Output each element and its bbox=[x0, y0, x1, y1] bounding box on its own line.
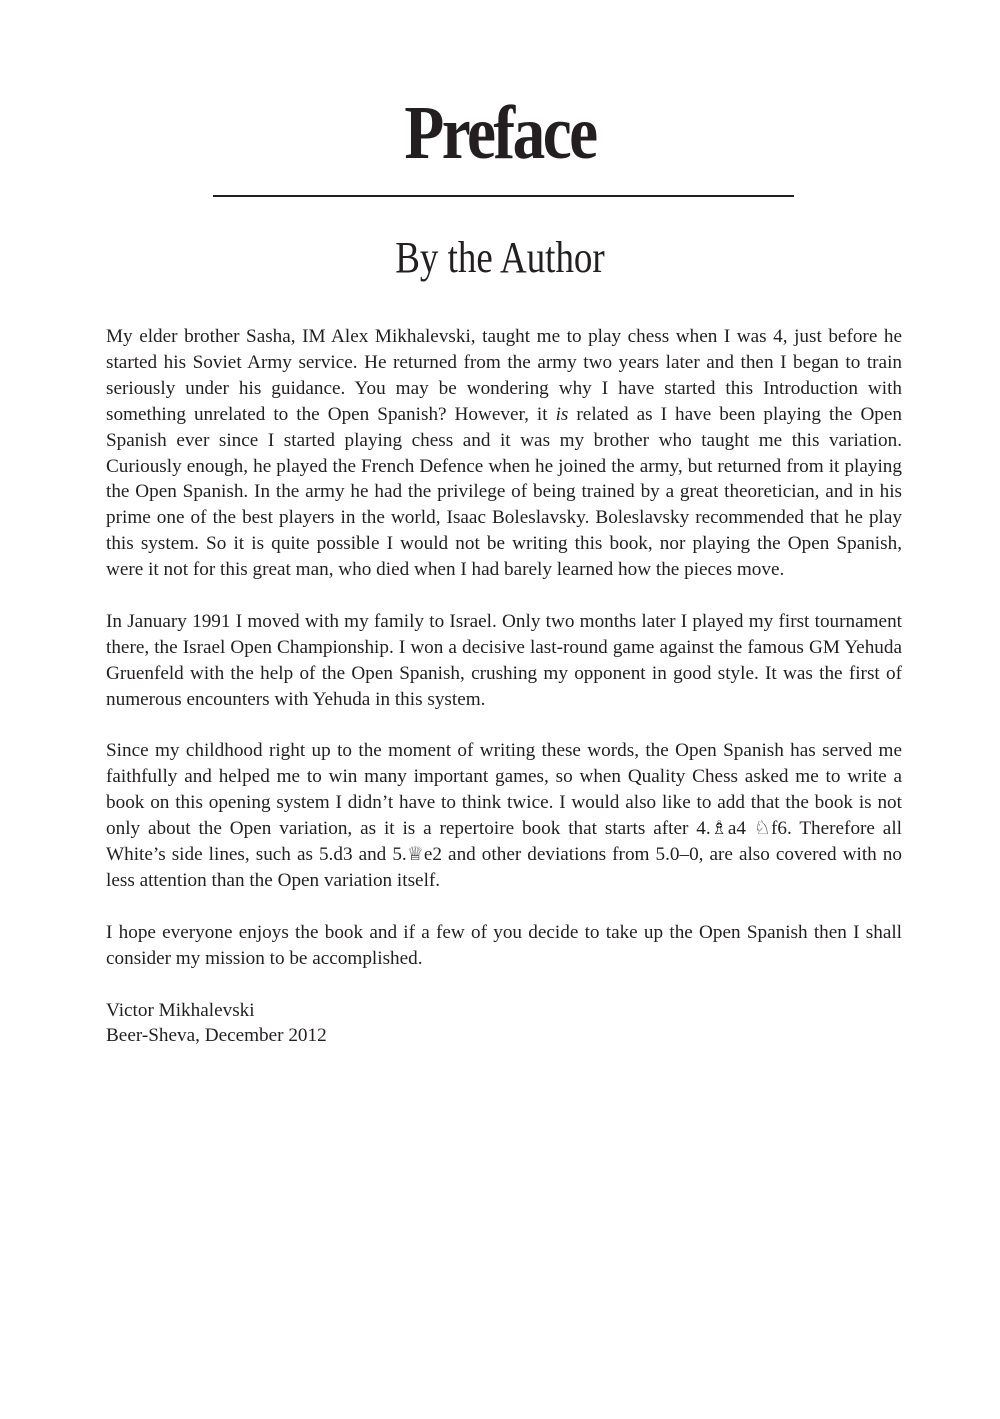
signature-block bbox=[106, 998, 902, 1050]
page-subtitle: By the Author bbox=[395, 233, 605, 282]
paragraph-1-emphasis: is bbox=[555, 403, 569, 425]
place-and-date: Beer-Sheva, December 2012 bbox=[106, 1025, 327, 1047]
paragraph-1-part-a: My elder brother Sasha, IM Alex Mikhalevski, taught me to play chess when I was 4, just before he started his Soviet Army service. He returned from the army two years later and then I began to train seriously under his guidance. You may be wondering why I have started this Introduction with something unrelated to the Open Spanish? However, it bbox=[106, 326, 902, 425]
author-name: Victor Mikhalevski bbox=[106, 999, 255, 1021]
paragraph-3: Since my childhood right up to the moment of writing these words, the Open Spanish has served me faithfully and helped me to win many important games, so when Quality Chess asked me to write a book on this opening system I didn’t have to think twice. I would also like to add that the book is not only about the Open variation, as it is a repertoire book that starts after 4.♗a4 ♘f6. Therefore all White’s side lines, such as 5.d3 and 5.♕e2 and other deviations from 5.0–0, are also covered with no less attention than the Open variation itself. bbox=[106, 740, 902, 891]
paragraph-1 bbox=[106, 324, 902, 583]
preface-body bbox=[106, 324, 902, 1049]
paragraph-1-part-b: related as I have been playing the Open Spanish ever since I started playing chess and it was my brother who taught me this variation. Curiously enough, he played the French Defence when he joined the army, but returned from it playing the Open Spanish. In the army he had the privilege of being trained by a great theoretician, and in his prime one of the best players in the world, Isaac Boleslavsky. Boleslavsky recommended that he play this system. So it is quite possible I would not be writing this book, nor playing the Open Spanish, were it not for this great man, who died when I had barely learned how the pieces move. bbox=[106, 403, 902, 581]
paragraph-4: I hope everyone enjoys the book and if a few of you decide to take up the Open Spanish then I shall consider my mission to be accomplished. bbox=[106, 921, 902, 969]
title-divider bbox=[213, 195, 794, 197]
paragraph-2: In January 1991 I moved with my family to Israel. Only two months later I played my first tournament there, the Israel Open Championship. I won a decisive last-round game against the famous GM Yehuda Gruenfeld with the help of the Open Spanish, crushing my opponent in good style. It was the first of numerous encounters with Yehuda in this system. bbox=[106, 610, 902, 710]
page-title: Preface bbox=[404, 91, 596, 175]
